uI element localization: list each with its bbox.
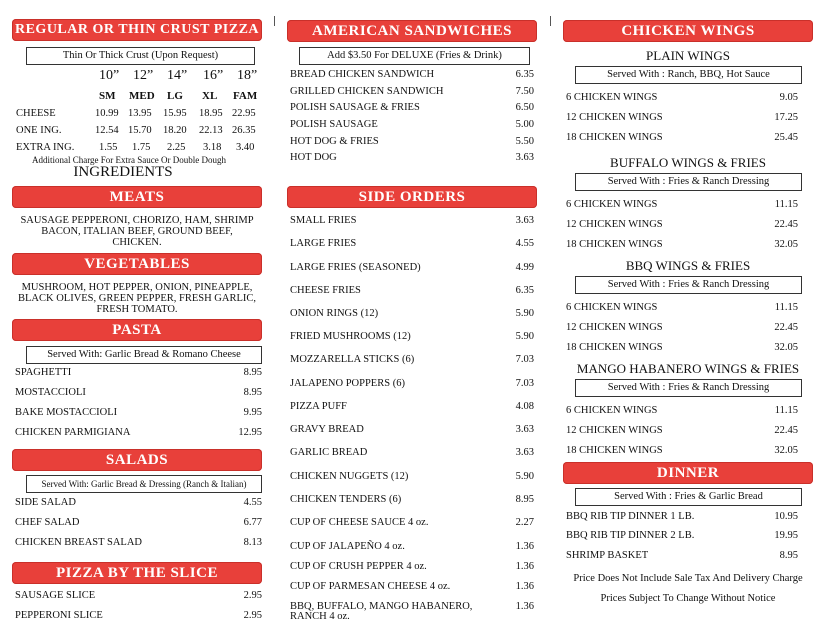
slice-item: PEPPERONI SLICE 2.95 [15, 610, 262, 621]
tax-note: Price Does Not Include Sale Tax And Delivery Charge [573, 573, 803, 584]
wings-header: CHICKEN WINGS [563, 20, 813, 42]
size-14: 14” [167, 68, 188, 83]
wings-item: 18 CHICKEN WINGS 32.05 [566, 239, 798, 250]
salads-served: Served With: Garlic Bread & Dressing (Ranch & Italian) [26, 475, 262, 493]
sandwich-item: HOT DOG 3.63 [290, 152, 534, 163]
slice-header: PIZZA BY THE SLICE [12, 562, 262, 584]
wings-item: 18 CHICKEN WINGS 32.05 [566, 342, 798, 353]
wings-item: 6 CHICKEN WINGS 9.05 [566, 92, 798, 103]
slice-item: SAUSAGE SLICE 2.95 [15, 590, 262, 601]
side-order-item: FRIED MUSHROOMS (12) 5.90 [290, 331, 534, 342]
side-order-item: LARGE FRIES 4.55 [290, 238, 534, 249]
wings-item: 6 CHICKEN WINGS 11.15 [566, 302, 798, 313]
pasta-item: MOSTACCIOLI 8.95 [15, 387, 262, 398]
price-change-note: Prices Subject To Change Without Notice [600, 593, 776, 604]
wings-item: 12 CHICKEN WINGS 17.25 [566, 112, 798, 123]
wings-served-note: Served With : Fries & Ranch Dressing [575, 173, 802, 191]
side-order-item: CHICKEN NUGGETS (12) 5.90 [290, 471, 534, 482]
pasta-item: SPAGHETTI 8.95 [15, 367, 262, 378]
sandwich-item: BREAD CHICKEN SANDWICH 6.35 [290, 69, 534, 80]
salad-item: CHICKEN BREAST SALAD 8.13 [15, 537, 262, 548]
size-16: 16” [203, 68, 224, 83]
side-order-item: CUP OF JALAPEÑO 4 oz. 1.36 [290, 541, 534, 552]
wings-item: 12 CHICKEN WINGS 22.45 [566, 219, 798, 230]
wings-item: 6 CHICKEN WINGS 11.15 [566, 405, 798, 416]
vegetables-header: VEGETABLES [12, 253, 262, 275]
column-separator [274, 16, 275, 26]
side-order-item: CUP OF CHEESE SAUCE 4 oz. 2.27 [290, 517, 534, 528]
side-order-item: LARGE FRIES (SEASONED) 4.99 [290, 262, 534, 273]
sandwich-item: POLISH SAUSAGE 5.00 [290, 119, 534, 130]
size-12: 12” [133, 68, 154, 83]
side-order-item: PIZZA PUFF 4.08 [290, 401, 534, 412]
wings-served-note: Served With : Ranch, BBQ, Hot Sauce [575, 66, 802, 84]
wings-served-note: Served With : Fries & Ranch Dressing [575, 276, 802, 294]
salad-item: SIDE SALAD 4.55 [15, 497, 262, 508]
sandwich-item: POLISH SAUSAGE & FRIES 6.50 [290, 102, 534, 113]
deluxe-note: Add $3.50 For DELUXE (Fries & Drink) [299, 47, 530, 65]
wings-item: 6 CHICKEN WINGS 11.15 [566, 199, 798, 210]
pasta-served: Served With: Garlic Bread & Romano Cheese [26, 346, 262, 364]
crust-note: Thin Or Thick Crust (Upon Request) [26, 47, 255, 65]
dinner-item: BBQ RIB TIP DINNER 1 LB. 10.95 [566, 511, 798, 522]
dinner-item: BBQ RIB TIP DINNER 2 LB. 19.95 [566, 530, 798, 541]
salad-item: CHEF SALAD 6.77 [15, 517, 262, 528]
wings-group-title: MANGO HABANERO WINGS & FRIES [576, 361, 800, 376]
wings-item: 12 CHICKEN WINGS 22.45 [566, 425, 798, 436]
size-label-lg: LG [167, 90, 183, 102]
size-label-fam: FAM [233, 90, 258, 102]
side-order-item: ONION RINGS (12) 5.90 [290, 308, 534, 319]
sides-header: SIDE ORDERS [287, 186, 537, 208]
side-order-item: CUP OF PARMESAN CHEESE 4 oz. 1.36 [290, 581, 534, 592]
wings-group-title: BUFFALO WINGS & FRIES [610, 155, 766, 170]
side-order-item: GARLIC BREAD 3.63 [290, 447, 534, 458]
side-order-item: CUP OF CRUSH PEPPER 4 oz. 1.36 [290, 561, 534, 572]
side-order-item: MOZZARELLA STICKS (6) 7.03 [290, 354, 534, 365]
side-order-item: BBQ, BUFFALO, MANGO HABANERO, RANCH 4 oz. 1.36 [290, 601, 534, 622]
wings-served-note: Served With : Fries & Ranch Dressing [575, 379, 802, 397]
side-order-item: CHICKEN TENDERS (6) 8.95 [290, 494, 534, 505]
sandwich-item: HOT DOG & FRIES 5.50 [290, 136, 534, 147]
pasta-item: BAKE MOSTACCIOLI 9.95 [15, 407, 262, 418]
wings-group-title: PLAIN WINGS [646, 48, 730, 63]
side-order-item: GRAVY BREAD 3.63 [290, 424, 534, 435]
size-label-sm: SM [99, 90, 116, 102]
side-order-item: JALAPENO POPPERS (6) 7.03 [290, 378, 534, 389]
size-10: 10” [99, 68, 120, 83]
wings-item: 18 CHICKEN WINGS 25.45 [566, 132, 798, 143]
dinner-header: DINNER [563, 462, 813, 484]
charge-note: Additional Charge For Extra Sauce Or Double Dough [31, 155, 227, 165]
meats-list: SAUSAGE PEPPERONI, CHORIZO, HAM, SHRIMP BACON, ITALIAN BEEF, GROUND BEEF, CHICKEN. [20, 215, 254, 248]
vegetables-list: MUSHROOM, HOT PEPPER, ONION, PINEAPPLE, BLACK OLIVES, GREEN PEPPER, FRESH GARLIC, FRESH TOMATO. [17, 282, 257, 315]
pizza-header: REGULAR OR THIN CRUST PIZZA [12, 19, 262, 41]
size-18: 18” [237, 68, 258, 83]
sandwiches-header: AMERICAN SANDWICHES [287, 20, 537, 42]
salads-header: SALADS [12, 449, 262, 471]
side-order-item: CHEESE FRIES 6.35 [290, 285, 534, 296]
pasta-item: CHICKEN PARMIGIANA 12.95 [15, 427, 262, 438]
pasta-header: PASTA [12, 319, 262, 341]
wings-item: 12 CHICKEN WINGS 22.45 [566, 322, 798, 333]
meats-header: MEATS [12, 186, 262, 208]
ingredients-title: INGREDIENTS [73, 164, 173, 180]
dinner-item: SHRIMP BASKET 8.95 [566, 550, 798, 561]
dinner-served: Served With : Fries & Garlic Bread [575, 488, 802, 506]
column-separator [550, 16, 551, 26]
side-order-item: SMALL FRIES 3.63 [290, 215, 534, 226]
sandwich-item: GRILLED CHICKEN SANDWICH 7.50 [290, 86, 534, 97]
size-label-med: MED [129, 90, 155, 102]
size-label-xl: XL [202, 90, 218, 102]
wings-item: 18 CHICKEN WINGS 32.05 [566, 445, 798, 456]
wings-group-title: BBQ WINGS & FRIES [625, 258, 751, 273]
